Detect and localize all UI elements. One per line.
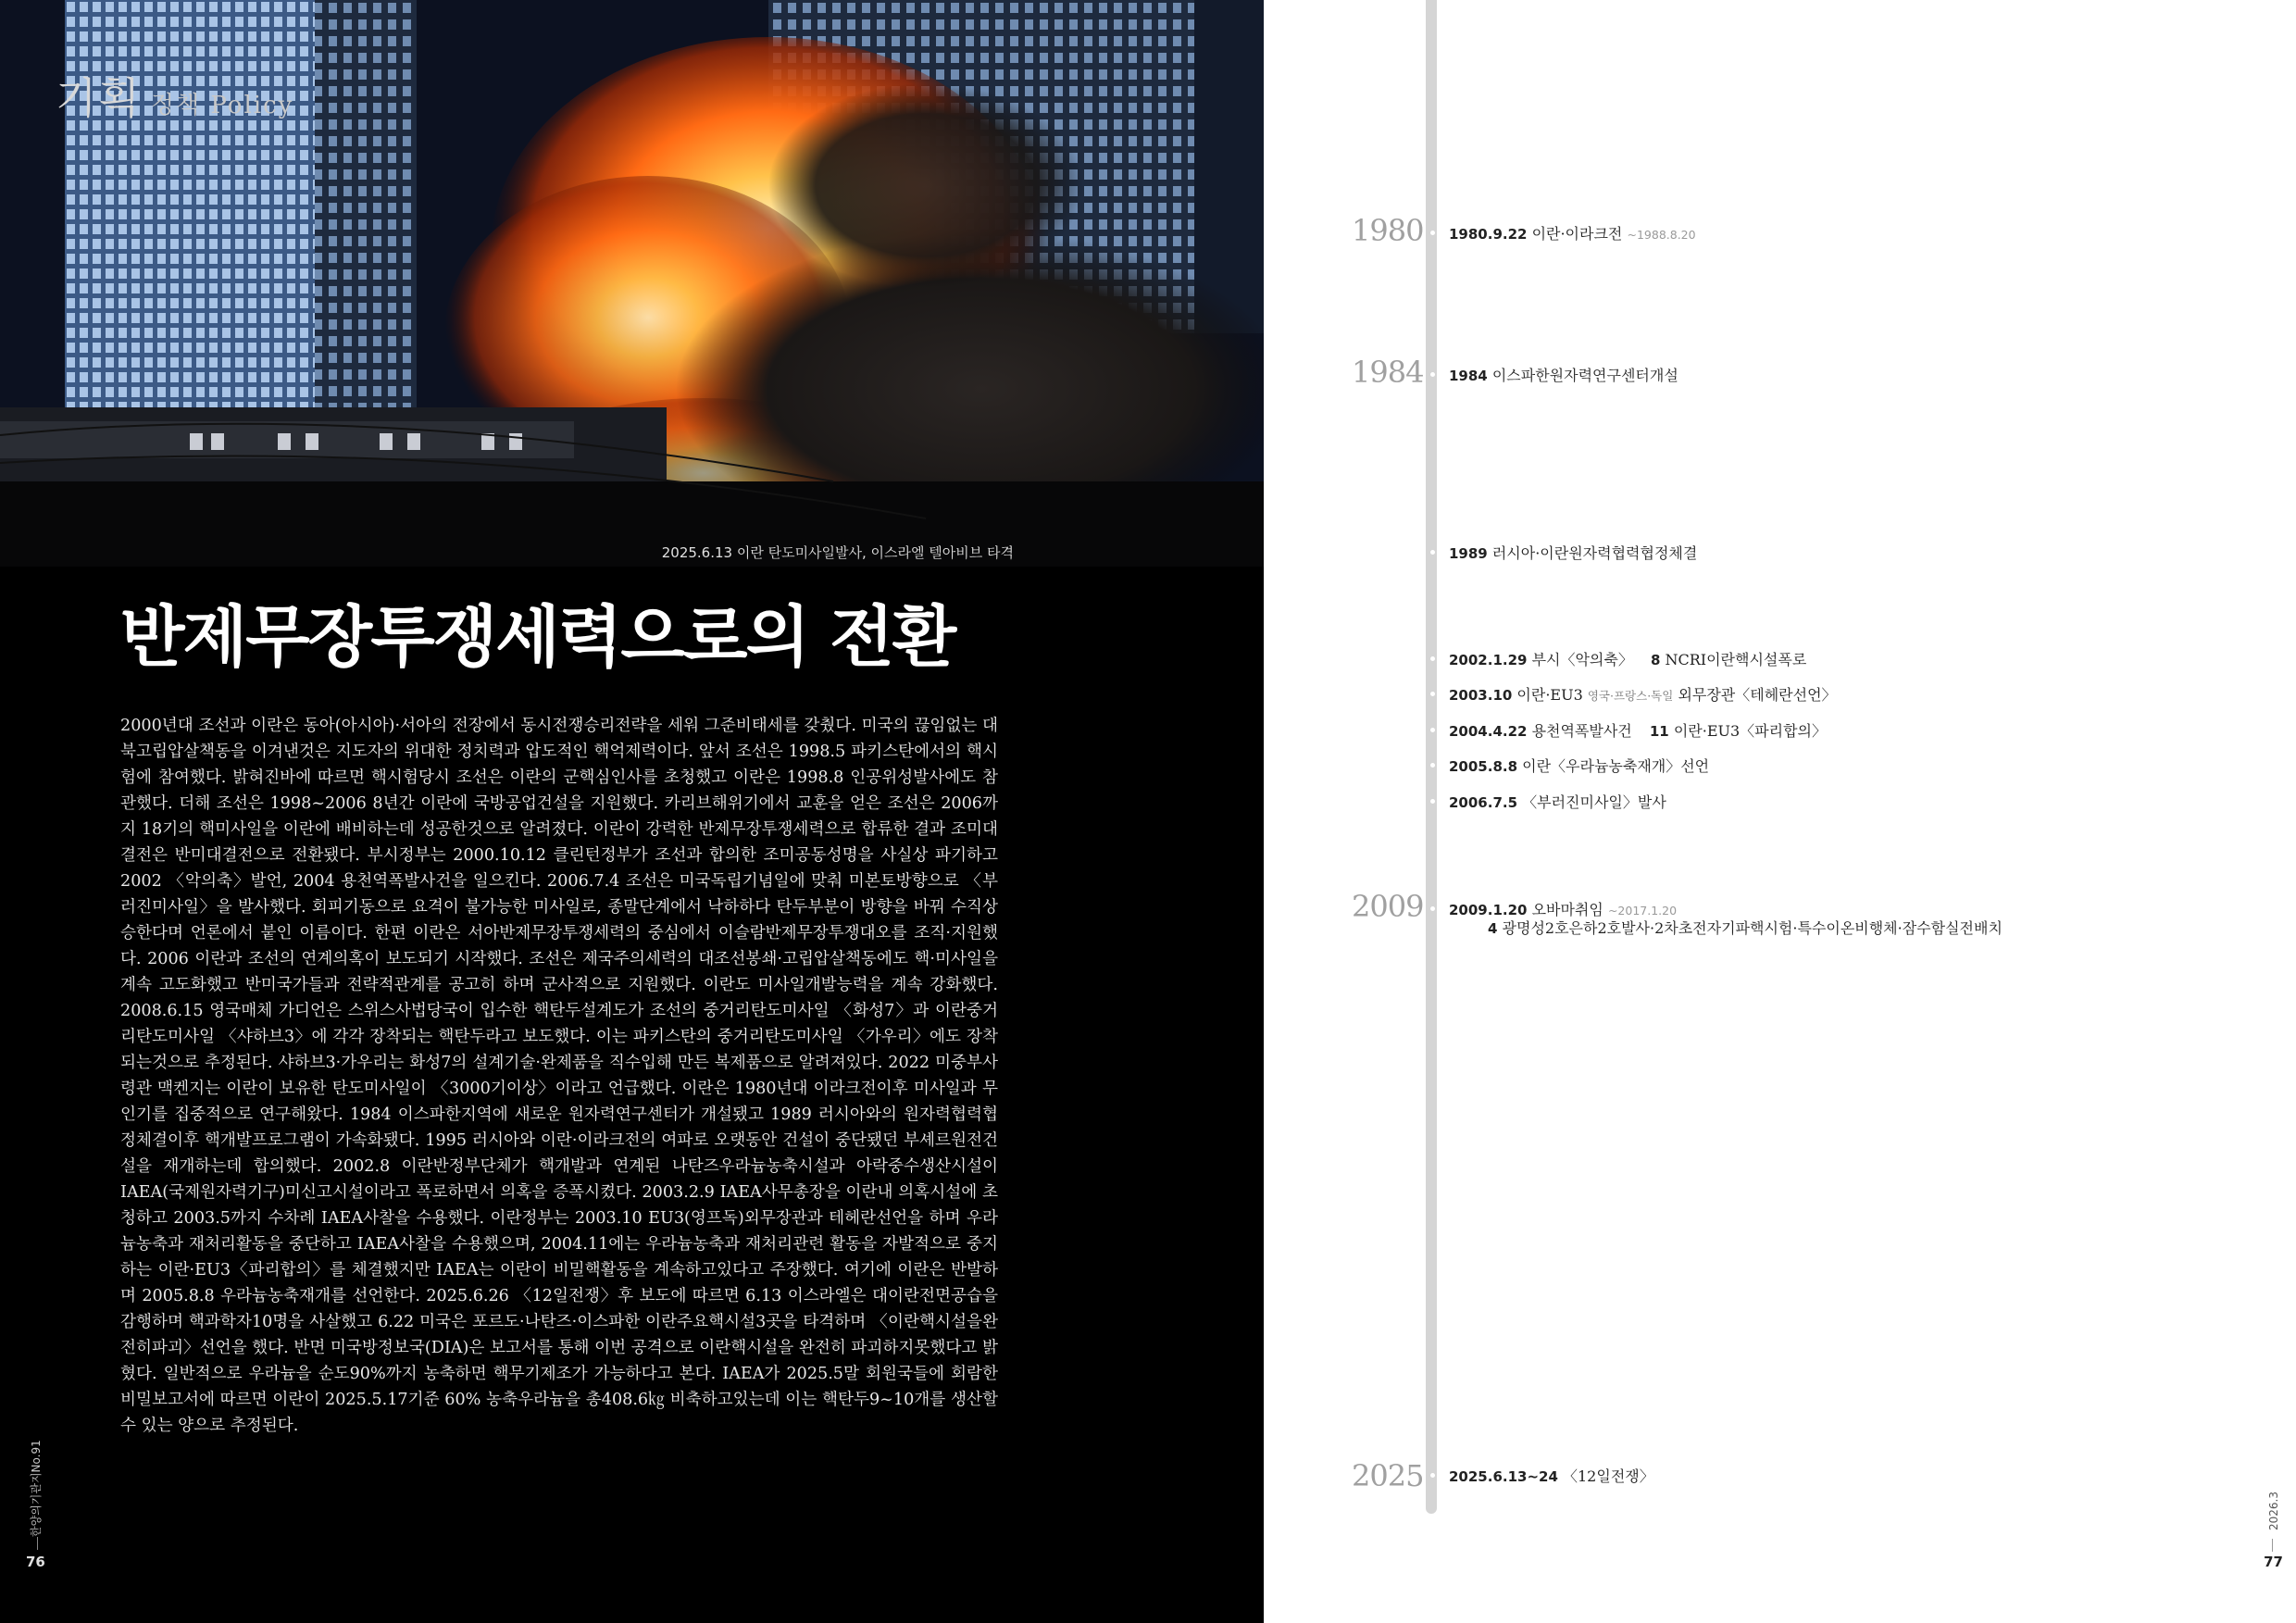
timeline-entry	[1449, 648, 1806, 669]
entry-date: 2006.7.5	[1449, 794, 1518, 811]
timeline-dot	[1430, 550, 1435, 555]
folio-left	[28, 1426, 56, 1574]
entry-text-secondary: NCRI이란핵시설폭로	[1665, 651, 1807, 668]
timeline-entry	[1449, 755, 1709, 776]
entry-text: 이란·이라크전	[1531, 225, 1623, 243]
entry-text-secondary: 외무장관〈테헤란선언〉	[1678, 686, 1837, 704]
entry-text: 〈부러진미사일〉발사	[1522, 793, 1666, 811]
entry-date: 2002.1.29	[1449, 652, 1528, 668]
entry-text-secondary: 이란·EU3〈파리합의〉	[1673, 722, 1827, 740]
timeline-dot	[1430, 906, 1435, 911]
entry-date: 2005.8.8	[1449, 758, 1518, 775]
magazine-name: 한양의기관지No.91	[30, 1440, 43, 1537]
timeline-entry	[1449, 791, 1666, 812]
year-label: 2025	[1352, 1458, 1424, 1493]
timeline-entry	[1449, 222, 1696, 243]
entry-text: 오바마취임	[1531, 901, 1603, 918]
photo-caption: 2025.6.13 이란 탄도미사일발사, 이스라엘 텔아비브 타격	[661, 544, 1014, 561]
section-subtitle: 정책 Policy	[150, 92, 294, 119]
year-label: 2009	[1352, 889, 1424, 924]
entry-date: 1989	[1449, 545, 1488, 562]
timeline-dot	[1430, 656, 1435, 661]
entry-note: ~1988.8.20	[1627, 228, 1696, 242]
folio-divider-right	[2272, 1539, 2273, 1552]
timeline-dot	[1430, 231, 1435, 235]
entry-text: 〈12일전쟁〉	[1563, 1467, 1654, 1485]
folio-right	[2265, 1492, 2283, 1537]
timeline-entry	[1449, 719, 1827, 741]
headline: 반제무장투쟁세력으로의 전환	[120, 598, 955, 676]
entry-text: 이란〈우라늄농축재개〉선언	[1522, 757, 1710, 775]
explosion-photo	[0, 0, 1264, 567]
entry-text: 용천역폭발사건	[1531, 722, 1632, 740]
timeline-dot	[1430, 799, 1435, 804]
timeline-entry	[1488, 917, 2003, 938]
section-title: 기획	[56, 73, 142, 123]
entry-date: 2025.6.13~24	[1449, 1468, 1558, 1485]
timeline-entry	[1449, 683, 1837, 705]
folio-divider-left	[37, 1537, 38, 1550]
article-body: 2000년대 조선과 이란은 동아(아시아)·서아의 전장에서 동시전쟁승리전략을 세워 그준비태세를 갖췄다. 미국의 끊임없는 대북고립압살책동을 이겨낸것은 지도자의 위대한 정치력과 압도적인 핵억제력이다. 앞서 조선은 1998.5 파키스탄에서의 핵시험에 참여했다. 밝혀진바에 따르면 핵시험당시 조선은 이란의 군핵심인사를 초청했고 이란은 1998.8 인공위성발사에도 참관했다. 더해 조선은 1998~2006 8년간 이란에 국방공업건설을 지원했다. 카리브해위기에서 교훈을 얻은 조선은 2006까지 18기의 핵미사일을 이란에 배비하는데 성공한것으로 알려졌다. 이란이 강력한 반제무장투쟁세력으로 합류한 결과 조미대결전은 반미대결전으로 전환됐다. 부시정부는 2000.10.12 클린턴정부가 조선과 합의한 조미공동성명을 사실상 파기하고 2002 〈악의축〉발언, 2004 용천역폭발사건을 일으킨다. 2006.7.4 조선은 미국독립기념일에 맞춰 미본토방향으로 〈부러진미사일〉을 발사했다. 회피기동으로 요격이 불가능한 미사일로, 종말단계에서 낙하하다 탄두부분이 방향을 바꿔 수직상승한다며 언론에서 붙인 이름이다. 한편 이란은 서아반제무장투쟁세력의 중심에서 이슬람반제무장투쟁대오를 조직·지원했다. 2006 이란과 조선의 연계의혹이 보도되기 시작했다. 조선은 제국주의세력의 대조선봉쇄·고립압살책동에도 핵·미사일을 계속 고도화했고 반미국가들과 전략적관계를 공고히 하며 군사적으로 지원했다. 이란도 미사일개발능력을 계속 강화했다. 2008.6.15 영국매체 가디언은 스위스사법당국이 입수한 핵탄두설계도가 조선의 중거리탄도미사일 〈화성7〉과 이란중거리탄도미사일 〈샤하브3〉에 각각 장착되는 핵탄두라고 보도했다. 이는 파키스탄의 중거리탄도미사일 〈가우리〉에도 장착되는것으로 추정된다. 샤하브3·가우리는 화성7의 설계기술·완제품을 직수입해 만든 복제품으로 알려져있다. 2022 미중부사령관 맥켄지는 이란이 보유한 탄도미사일이 〈3000기이상〉이라고 언급했다. 이란은 1980년대 이라크전이후 미사일과 무인기를 집중적으로 연구해왔다. 1984 이스파한지역에 새로운 원자력연구센터가 개설됐고 1989 러시아와의 원자력협력협정체결이후 핵개발프로그램이 가속화됐다. 1995 러시아와 이란·이라크전의 여파로 오랫동안 건설이 중단됐던 부셰르원전건설을 재개하는데 합의했다. 2002.8 이란반정부단체가 핵개발과 연계된 나탄즈우라늄농축시설과 아락중수생산시설이 IAEA(국제원자력기구)미신고시설이라고 폭로하면서 의혹을 증폭시켰다. 2003.2.9 IAEA사무총장을 이란내 의혹시설에 초청하고 2003.5까지 수차례 IAEA사찰을 수용했다. 이란정부는 2003.10 EU3(영프독)외무장관과 테헤란선언을 하며 우라늄농축과 재처리활동을 중단하고 IAEA사찰을 수용했으며, 2004.11에는 우라늄농축과 재처리관련 활동을 자발적으로 중지하는 이란·EU3〈파리합의〉를 체결했지만 IAEA는 이란이 비밀핵활동을 계속하고있다고 주장했다. 여기에 이란은 반발하며 2005.8.8 우라늄농축재개를 선언한다. 2025.6.26 〈12일전쟁〉후 보도에 따르면 6.13 이스라엘은 대이란전면공습을 감행하며 핵과학자10명을 사살했고 6.22 미국은 포르도·나탄즈·이스파한 이란주요핵시설3곳을 타격하며 〈이란핵시설을완전히파괴〉선언을 했다. 반면 미국방정보국(DIA)은 보고서를 통해 이번 공격으로 이란핵시설을 완전히 파괴하지못했다고 밝혔다. 일반적으로 우라늄을 순도90%까지 농축하면 핵무기제조가 가능하다고 본다. IAEA가 2025.5말 회원국들에 회람한 비밀보고서에 따르면 이란이 2025.5.17기준 60% 농축우라늄을 총408.6㎏ 비축하고있는데 이는 핵탄두9~10개를 생산할수 있는 양으로 추정된다.	[120, 717, 999, 1435]
timeline-entry	[1449, 542, 1697, 563]
page-number-left: 76	[26, 1554, 45, 1570]
entry-note: ~2017.1.20	[1607, 904, 1678, 918]
entry-text: 광명성2호은하2호발사·2차초전자기파핵시험·특수이온비행체·잠수함실전배치	[1502, 919, 2003, 937]
entry-date: 4	[1488, 920, 1498, 937]
entry-text: 이란·EU3	[1516, 686, 1583, 704]
timeline-entry	[1449, 364, 1678, 385]
timeline-bar	[1426, 0, 1437, 1514]
entry-date: 1980.9.22	[1449, 226, 1528, 243]
timeline-entry	[1449, 1465, 1654, 1486]
timeline-dot	[1430, 692, 1435, 696]
page-number-right: 77	[2264, 1554, 2283, 1570]
timeline-dot	[1430, 372, 1435, 377]
issue-date: 2026.3	[2267, 1492, 2280, 1530]
entry-date-secondary: 8	[1650, 652, 1661, 668]
entry-date-secondary: 11	[1649, 723, 1669, 740]
entry-text: 부시〈악의축〉	[1531, 651, 1633, 668]
timeline-dot	[1430, 763, 1435, 768]
entry-date: 2003.10	[1449, 687, 1513, 704]
entry-text: 러시아·이란원자력협력협정체결	[1491, 544, 1698, 562]
year-label: 1984	[1352, 355, 1424, 390]
section-tag	[56, 65, 293, 126]
timeline-dot	[1430, 1473, 1435, 1478]
entry-date: 1984	[1449, 368, 1488, 384]
entry-text: 이스파한원자력연구센터개설	[1491, 367, 1678, 384]
year-label: 1980	[1352, 213, 1424, 248]
entry-date: 2009.1.20	[1449, 902, 1528, 918]
right-page	[1264, 0, 2296, 1623]
entry-note: 영국·프랑스·독일	[1587, 689, 1674, 703]
entry-date: 2004.4.22	[1449, 723, 1528, 740]
timeline-dot	[1430, 728, 1435, 732]
